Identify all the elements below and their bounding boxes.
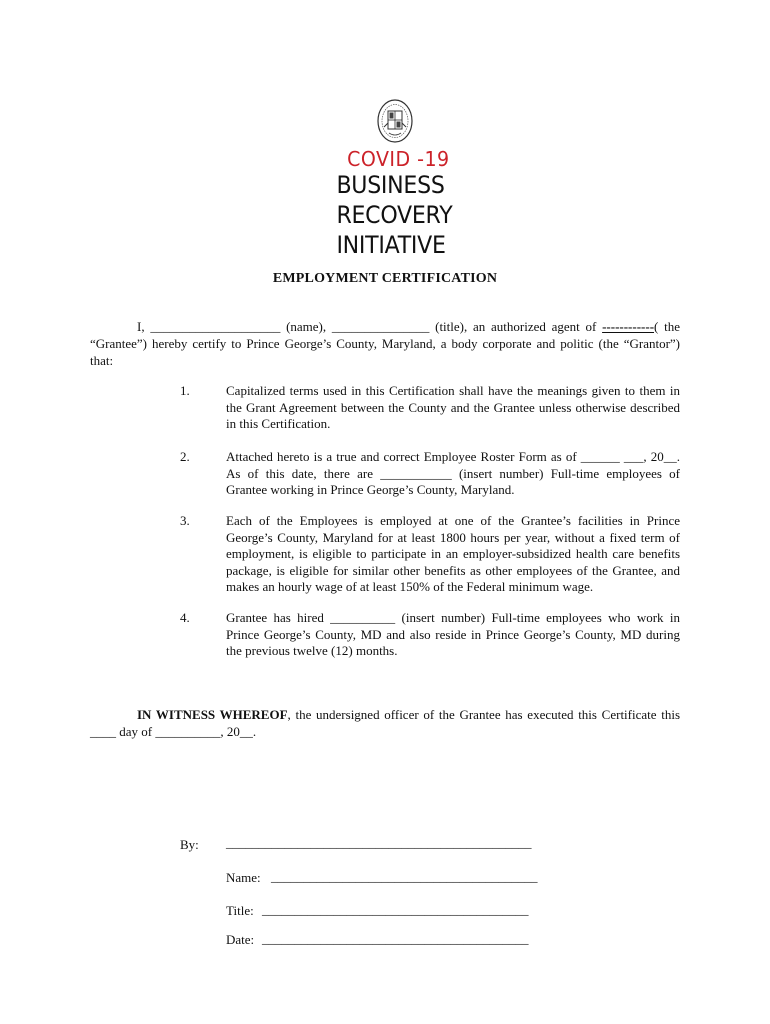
list-item-number: 1. (180, 383, 190, 398)
logo-covid-line: COVID -19 (347, 147, 450, 171)
list-item-number: 3. (180, 513, 190, 528)
logo-business-line: BUSINESS (336, 171, 445, 199)
logo-initiative-line: INITIATIVE (336, 231, 446, 259)
witness-paragraph (90, 706, 680, 740)
intro-paragraph (90, 318, 680, 369)
list-item-text: Grantee has hired __________ (insert number) Full-time employees who work in Prince George’s County, MD and also reside in Prince George’s County, MD during the previous twelve (12) months. (226, 610, 680, 658)
list-item-text: Attached hereto is a true and correct Employee Roster Form as of ______ ___, 20__. As of this date, there are ___________ (insert number) Full-time employees of Grantee working in Prince George’s County, Maryland. (226, 449, 680, 497)
by-label: By: (180, 837, 199, 852)
agent-blank: ------------ (602, 319, 655, 334)
list-item-number: 2. (180, 449, 190, 464)
name-field[interactable]: _________________________________________ (271, 869, 538, 884)
date-label: Date: (226, 932, 255, 947)
title-label: Title: (226, 903, 254, 918)
intro-text-2: ( the “Grantee”) hereby certify to Prince George’s County, Maryland, a body corporate and politic (the “Grantor”) that: (90, 319, 680, 368)
county-seal-icon (375, 97, 415, 147)
witness-text: , the undersigned officer of the Grantee has executed this Certificate this ____ day of __________, 20__. (90, 707, 681, 739)
list-item-text: Capitalized terms used in this Certification shall have the meanings given to them in the Grant Agreement between the County and the Grantee unless otherwise described in this Certification. (226, 383, 680, 431)
business-recovery-logo (330, 148, 470, 260)
date-field[interactable]: _________________________________________ (262, 931, 529, 946)
page-title: EMPLOYMENT CERTIFICATION (272, 271, 498, 286)
name-label: Name: (226, 870, 261, 885)
list-item-text: Each of the Employees is employed at one of the Grantee’s facilities in Prince George’s County, Maryland for at least 1800 hours per year, without a fixed term of employment, is eligible to participate in an employer-subsidized health care benefits package, is eligible for similar other benefits as other employees of the Grantee, and makes an hourly wage of at least 150% of the Federal minimum wage. (226, 513, 680, 594)
logo-recovery-line: RECOVERY (336, 201, 453, 229)
title-field[interactable]: _________________________________________ (262, 902, 529, 917)
intro-text-1: I, ____________________ (name), _______________ (title), an authorized agent of (137, 319, 603, 334)
witness-heading: IN WITNESS WHEREOF (137, 707, 288, 722)
by-signature-line[interactable]: _______________________________________________ (226, 835, 532, 850)
list-item-number: 4. (180, 610, 190, 625)
